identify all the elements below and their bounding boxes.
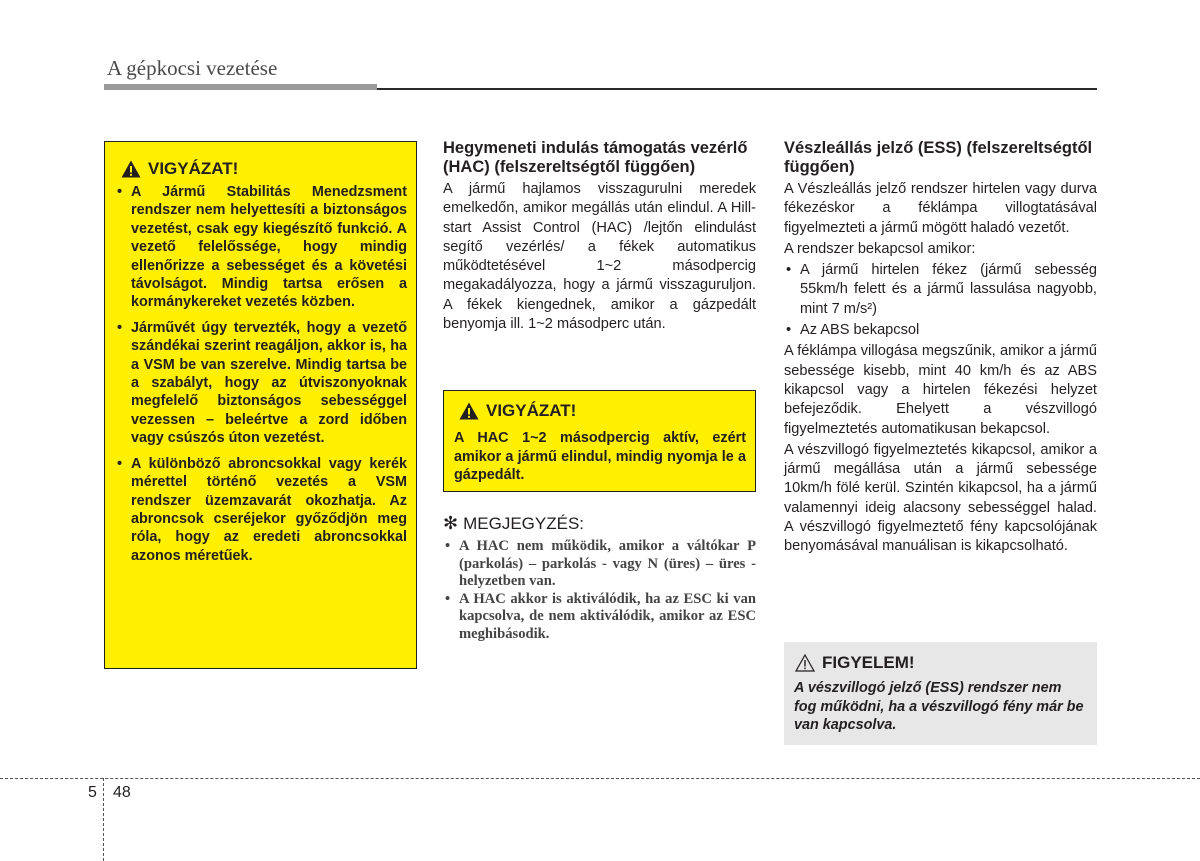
hac-section <box>443 139 756 336</box>
footer-divider <box>0 778 1200 779</box>
ess-section <box>784 139 1097 559</box>
list-item: • A Jármű Stabilitás Menedzsment rendszer nem helyettesíti a biztonságos vezetést, csak egy kiegészítő funkció. A vezető felelőssége, hogy mindig ellenőrizze a sebességet és a követési távolságot. Mindig tartsa erősen a kormánykereket vezetés közben. <box>115 183 407 312</box>
hac-body: A jármű hajlamos visszagurulni meredek emelkedőn, amikor megállás után elindul. A Hill-start Assist Control (HAC) /lejtőn elindulást segítő vezérlés/ a fékek automatikus működtetésével 1~2 másodpercig megakadályozza, hogy a jármű visszaguruljon. A fékek kiengednek, amikor a gázpedált benyomja ill. 1~2 másodperc után. <box>443 181 756 333</box>
list-item: • Az ABS bekapcsol <box>784 321 1097 340</box>
note-heading <box>443 513 584 534</box>
vsm-warning-title: VIGYÁZAT! <box>148 159 239 178</box>
caution-triangle-outline-icon <box>795 654 815 672</box>
ess-para-2: A féklámpa villogása megszűnik, amikor a jármű sebessége kisebb, mint 40 km/h és az ABS kikapcsol vagy a hirtelen fékezési helyzet befejeződik. Ehelyett a vészvillogó figyelmeztetés automatikusan bekapcsol. <box>784 343 1097 437</box>
note-title: MEGJEGYZÉS: <box>463 513 585 533</box>
caution-title: FIGYELEM! <box>822 653 915 672</box>
hac-warning-heading <box>459 401 576 421</box>
ess-para-3: A vészvillogó figyelmeztetés kikapcsol, amikor a jármű megállása után a jármű sebessége 10km/h fölé kerül. Szintén kikapcsol, ha a jármű valamennyi ideig alacsony sebességgel halad. A vészvillogó figyelmeztető fény kapcsolójának benyomásával manuálisan is kikapcsolható. <box>784 441 1097 555</box>
list-item: • A HAC akkor is aktiválódik, ha az ESC ki van kapcsolva, de nem aktiválódik, amikor az ESC meghibásodik. <box>443 591 756 644</box>
list-item: • Járművét úgy tervezték, hogy a vezető szándékai szerint reagáljon, akkor is, ha a VSM be van szerelve. Mindig tartsa be a szabályt, hogy az útviszonyoknak megfelelő biztonságos sebességgel vezessen – beleértve a zord időben vagy csúszós úton vezetést. <box>115 319 407 448</box>
ess-conditions <box>784 261 1097 340</box>
caution-heading <box>795 653 915 673</box>
warning-triangle-icon <box>121 160 141 178</box>
asterisk-icon: ✻ <box>443 513 459 533</box>
vsm-warning-heading <box>121 159 238 179</box>
vsm-warning-list <box>115 183 407 572</box>
note-list <box>443 538 756 644</box>
hac-warning-body: A HAC 1~2 másodpercig aktív, ezért amikor a jármű elindul, mindig nyomja le a gázpedált. <box>454 430 746 484</box>
list-item: • A különböző abroncsokkal vagy kerék mérettel történő vezetés a VSM rendszer üzemzavarát okozhatja. Az abroncsok cseréjekor győződjön meg róla, hogy az eredeti abroncsokkal azonos méretűek. <box>115 455 407 565</box>
ess-on-label: A rendszer bekapcsol amikor: <box>784 240 976 257</box>
ess-heading: Vészleállás jelző (ESS) (felszereltségtől függően) <box>784 139 1093 176</box>
footer-vertical-divider <box>103 778 104 861</box>
chapter-title: A gépkocsi vezetése <box>107 56 278 80</box>
header-rule-thin <box>377 88 1097 90</box>
caution-body: A vészvillogó jelző (ESS) rendszer nem fog működni, ha a vészvillogó fény már be van kapcsolva. <box>794 680 1084 733</box>
hac-warning-title: VIGYÁZAT! <box>486 401 577 420</box>
list-item: • A jármű hirtelen fékez (jármű sebesség 55km/h felett és a jármű lassulása nagyobb, mint 7 m/s²) <box>784 261 1097 319</box>
hac-heading: Hegymeneti indulás támogatás vezérlő (HAC) (felszereltségtől függően) <box>443 139 748 176</box>
warning-triangle-icon <box>459 402 479 420</box>
hac-warning-box <box>443 390 756 492</box>
list-item: • A HAC nem működik, amikor a váltókar P (parkolás) – parkolás - vagy N (üres) – üres -helyzetben van. <box>443 538 756 591</box>
caution-box <box>784 642 1097 745</box>
chapter-number: 5 <box>88 784 97 801</box>
header-rule-thick <box>104 84 377 90</box>
ess-intro: A Vészleállás jelző rendszer hirtelen vagy durva fékezéskor a féklámpa villogtatásával figyelmezteti a jármű mögött haladó vezetőt. <box>784 181 1097 236</box>
vsm-warning-box <box>104 141 417 669</box>
page-number: 48 <box>113 784 131 801</box>
